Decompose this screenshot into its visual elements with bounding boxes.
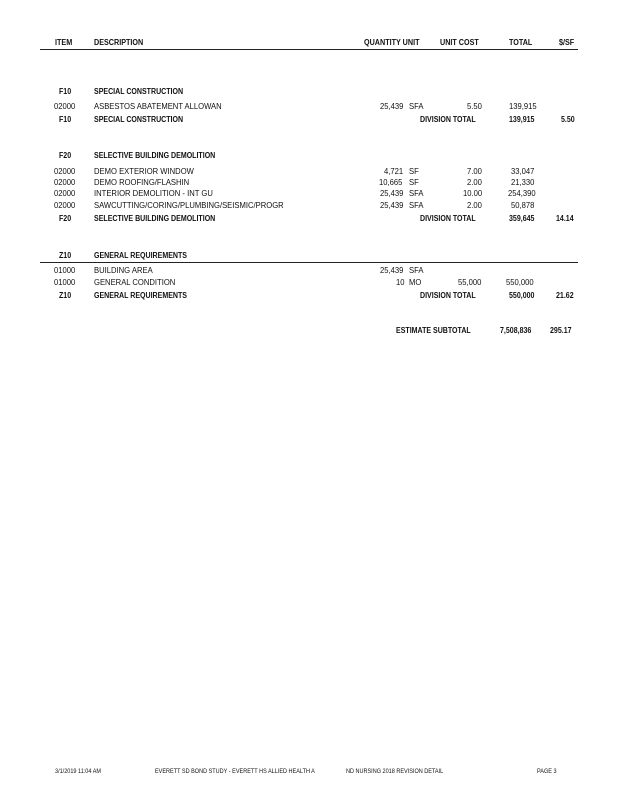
section-code: Z10 (59, 251, 72, 260)
row-unit-cost: 10.00 (463, 188, 483, 198)
division-total-value: 139,915 (509, 115, 535, 124)
estimate-subtotal-per-sf: 295.17 (550, 326, 572, 335)
row-unit: SF (409, 166, 419, 176)
row-unit: SFA (409, 265, 424, 275)
division-total-code: Z10 (59, 291, 72, 300)
row-total: 254,390 (508, 188, 536, 198)
col-header-description: DESCRIPTION (94, 38, 144, 47)
estimate-subtotal-total: 7,508,836 (500, 326, 532, 335)
row-total: 550,000 (506, 277, 534, 287)
row-description: GENERAL CONDITION (94, 277, 176, 287)
division-total-per-sf: 21.62 (556, 291, 574, 300)
row-total: 21,330 (511, 177, 535, 187)
col-header-total: TOTAL (509, 38, 533, 47)
division-total-label: DIVISION TOTAL (420, 291, 476, 300)
row-unit: SF (409, 177, 419, 187)
row-quantity: 10,665 (379, 177, 403, 187)
section-title: SELECTIVE BUILDING DEMOLITION (94, 151, 216, 160)
row-unit-cost: 2.00 (467, 200, 482, 210)
division-total-per-sf: 14.14 (556, 214, 574, 223)
section-code: F10 (59, 87, 72, 96)
row-quantity: 25,439 (380, 200, 404, 210)
header-rule (40, 49, 578, 50)
row-total: 139,915 (509, 101, 537, 111)
row-item: 02000 (54, 101, 76, 111)
row-description: DEMO ROOFING/FLASHIN (94, 177, 190, 187)
section-title: SPECIAL CONSTRUCTION (94, 87, 184, 96)
col-header-per-sf: $/SF (559, 38, 575, 47)
division-total-code: F20 (59, 214, 72, 223)
section-rule (40, 262, 578, 263)
estimate-subtotal-label: ESTIMATE SUBTOTAL (396, 326, 471, 335)
footer-datetime: 3/1/2019 11:04 AM (55, 768, 101, 775)
division-total-label: DIVISION TOTAL (420, 214, 476, 223)
row-unit-cost: 2.00 (467, 177, 482, 187)
col-header-quantity-unit: QUANTITY UNIT (364, 38, 420, 47)
section-title: GENERAL REQUIREMENTS (94, 251, 187, 260)
col-header-item: ITEM (55, 38, 73, 47)
row-description: SAWCUTTING/CORING/PLUMBING/SEISMIC/PROGR (94, 200, 284, 210)
division-total-value: 359,645 (509, 214, 535, 223)
row-unit: SFA (409, 200, 424, 210)
row-quantity: 25,439 (380, 188, 404, 198)
row-quantity: 10 (396, 277, 405, 287)
division-total-title: SPECIAL CONSTRUCTION (94, 115, 184, 124)
row-unit: SFA (409, 188, 424, 198)
row-unit-cost: 7.00 (467, 166, 482, 176)
division-total-title: GENERAL REQUIREMENTS (94, 291, 187, 300)
col-header-unit-cost: UNIT COST (440, 38, 479, 47)
row-total: 33,047 (511, 166, 535, 176)
footer-page-number: PAGE 3 (537, 768, 557, 775)
division-total-code: F10 (59, 115, 72, 124)
row-item: 02000 (54, 166, 76, 176)
section-code: F20 (59, 151, 72, 160)
row-description: BUILDING AREA (94, 265, 153, 275)
row-item: 01000 (54, 277, 76, 287)
row-unit-cost: 55,000 (458, 277, 482, 287)
row-quantity: 25,439 (380, 101, 404, 111)
row-total: 50,878 (511, 200, 535, 210)
footer-report: ND NURSING 2018 REVISION DETAIL (346, 768, 444, 775)
row-quantity: 4,721 (384, 166, 404, 176)
row-item: 02000 (54, 200, 76, 210)
row-item: 01000 (54, 265, 76, 275)
row-description: ASBESTOS ABATEMENT ALLOWAN (94, 101, 222, 111)
row-item: 02000 (54, 188, 76, 198)
footer-project: EVERETT SD BOND STUDY - EVERETT HS ALLIED HEALTH A (155, 768, 315, 775)
row-description: DEMO EXTERIOR WINDOW (94, 166, 194, 176)
division-total-per-sf: 5.50 (561, 115, 575, 124)
row-item: 02000 (54, 177, 76, 187)
row-unit: SFA (409, 101, 424, 111)
row-quantity: 25,439 (380, 265, 404, 275)
row-unit-cost: 5.50 (467, 101, 482, 111)
division-total-label: DIVISION TOTAL (420, 115, 476, 124)
division-total-value: 550,000 (509, 291, 535, 300)
row-unit: MO (409, 277, 422, 287)
row-description: INTERIOR DEMOLITION - INT GU (94, 188, 213, 198)
division-total-title: SELECTIVE BUILDING DEMOLITION (94, 214, 216, 223)
